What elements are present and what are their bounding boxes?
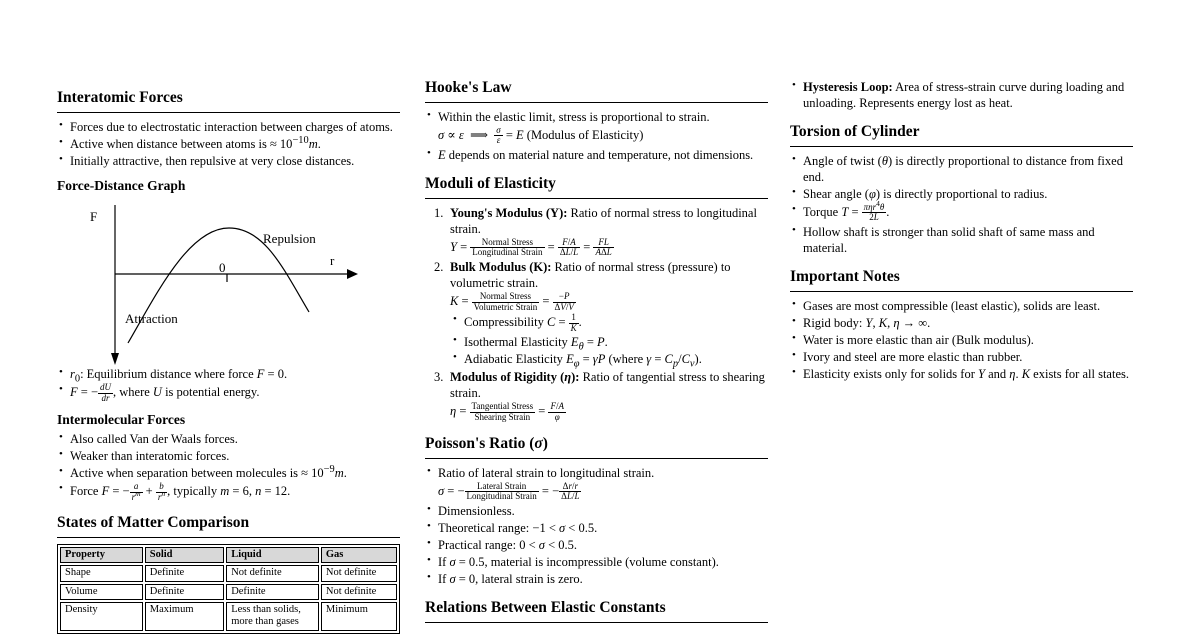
bullet-item: • Within the elastic limit, stress is proportional to strain. σ ∝ ε ⟹ $\frac{\sigma}{\varepsilon}$ = E (Modulus of Elasticity)	[425, 109, 768, 146]
y-axis-arrow	[111, 353, 119, 365]
torsion-bullet-list	[790, 153, 1133, 256]
x-axis-arrow	[347, 269, 358, 279]
hooke-bullet-list	[425, 109, 768, 163]
bullet-item: • Also called Van der Waals forces.	[57, 431, 400, 447]
bullet-item: • Forces due to electrostatic interaction between charges of atoms.	[57, 119, 400, 135]
cell: Volume	[60, 584, 143, 600]
bullet-item: • Initially attractive, then repulsive at very close distances.	[57, 153, 400, 169]
cell: Not definite	[321, 565, 397, 581]
section-heading-important-notes: Important Notes	[790, 267, 1133, 292]
col-header-solid: Solid	[145, 547, 224, 563]
cell: Definite	[226, 584, 319, 600]
section-heading-torsion-of-cylinder: Torsion of Cylinder	[790, 122, 1133, 147]
bulk-modulus-sub-list	[451, 312, 768, 370]
bullet-item: • Torque T = πηr$^4$θ 2L .	[790, 203, 1133, 223]
force-distance-graph	[57, 197, 400, 365]
bullet-item: • Ivory and steel are more elastic than rubber.	[790, 349, 1133, 365]
right-column	[790, 78, 1133, 383]
table-row	[60, 565, 397, 581]
item-content	[450, 259, 768, 368]
item-number: 3.	[434, 370, 444, 385]
col-header-gas: Gas	[321, 547, 397, 563]
intermolecular-bullet-list	[57, 431, 400, 502]
bullet-item: • Theoretical range: −1 < σ < 0.5.	[425, 520, 768, 536]
cell: Maximum	[145, 602, 224, 631]
section-heading-interatomic-forces: Interatomic Forces	[57, 88, 400, 113]
bullet-item: • Compressibility C = $\frac{1}{K}$ .	[451, 313, 768, 333]
item-content: Young's Modulus (Y): Ratio of normal stress to longitudinal strain. Y = Normal Stress Longitudinal Strain = $\frac{F/A}{\Delta L/L}$ = FL AΔL	[450, 205, 757, 257]
force-graph-bullet-list	[57, 366, 400, 403]
cell: Less than solids, more than gases	[226, 602, 319, 631]
bullet-item: • Force F = − $\frac{a}{r^m}$ + $\frac{b}{r^n}$ , typically m = 6, n = 12.	[57, 482, 400, 502]
bullet-item: • Adiabatic Elasticity $E_\varphi = \gamma P$ (where $\gamma = C_p/C_v$).	[451, 351, 768, 367]
bullet-item: • Hollow shaft is stronger than solid shaft of same mass and material.	[790, 224, 1133, 256]
numbered-item	[425, 259, 768, 368]
col-header-liquid: Liquid	[226, 547, 319, 563]
bullet-item: • Weaker than interatomic forces.	[57, 448, 400, 464]
bullet-item: • Dimensionless.	[425, 503, 768, 519]
bullet-item: • Gases are most compressible (least elastic), solids are least.	[790, 298, 1133, 314]
bullet-item: • Active when distance between atoms is ≈ $10^{-10}m$.	[57, 136, 400, 152]
attraction-label: Attraction	[125, 311, 178, 327]
cell: Not definite	[226, 565, 319, 581]
cell: Shape	[60, 565, 143, 581]
section-heading-states-of-matter: States of Matter Comparison	[57, 513, 400, 538]
bullet-item: • Elasticity exists only for solids for Y and η. K exists for all states.	[790, 366, 1133, 382]
notes-bullet-list	[790, 298, 1133, 382]
numbered-item	[425, 369, 768, 423]
bullet-item: • Active when separation between molecules is ≈ $10^{-9}m$.	[57, 465, 400, 481]
table-row	[60, 584, 397, 600]
section-heading-relations-elastic-constants: Relations Between Elastic Constants	[425, 598, 768, 623]
bullet-item: • Shear angle (φ) is directly proportional to radius.	[790, 186, 1133, 202]
bullet-item: • E depends on material nature and temperature, not dimensions.	[425, 147, 768, 163]
item-text: Bulk Modulus (K): Ratio of normal stress (pressure) to volumetric strain. K = Normal Stress Volumetric Strain = $\frac{-P}{\Delta V/V}$	[450, 260, 731, 312]
interatomic-bullet-list	[57, 119, 400, 169]
bullet-item: • Isothermal Elasticity $E_\theta = P$.	[451, 334, 768, 350]
bullet-item: • Ratio of lateral strain to longitudinal strain. σ = − Lateral Strain Longitudinal Strain = − $\frac{\Delta r/r}{\Delta L/L}$	[425, 465, 768, 502]
states-of-matter-table	[57, 544, 400, 634]
bullet-item: • If σ = 0, lateral strain is zero.	[425, 571, 768, 587]
numbered-item	[425, 205, 768, 259]
item-number: 1.	[434, 205, 444, 220]
hysteresis-bullet-list	[790, 79, 1133, 111]
table-row	[60, 602, 397, 631]
section-heading-poissons-ratio: Poisson's Ratio (σ)	[425, 434, 768, 459]
cell: Density	[60, 602, 143, 631]
bullet-item: • Angle of twist (θ) is directly proportional to distance from fixed end.	[790, 153, 1133, 185]
cell: Minimum	[321, 602, 397, 631]
section-heading-hookes-law: Hooke's Law	[425, 78, 768, 103]
repulsion-label: Repulsion	[263, 231, 316, 247]
bullet-item: • F = − $\frac{dU}{dr}$ , where U is potential energy.	[57, 383, 400, 403]
subheading-force-distance-graph: Force-Distance Graph	[57, 177, 186, 193]
bullet-item: • Practical range: 0 < σ < 0.5.	[425, 537, 768, 553]
cell: Definite	[145, 565, 224, 581]
subheading-intermolecular-forces: Intermolecular Forces	[57, 411, 186, 427]
item-number: 2.	[434, 260, 444, 275]
bullet-item: • Rigid body: Y, K, η → ∞.	[790, 315, 1133, 331]
poisson-bullet-list	[425, 465, 768, 587]
bullet-item: • If σ = 0.5, material is incompressible (volume constant).	[425, 554, 768, 570]
section-heading-moduli-of-elasticity: Moduli of Elasticity	[425, 174, 768, 199]
left-column	[57, 88, 400, 634]
middle-column	[425, 78, 768, 629]
item-content: Modulus of Rigidity (η): Ratio of tangential stress to shearing strain. η = Tangential Stress Shearing Strain = $\frac{F/A}{\varphi}$	[450, 370, 765, 422]
col-header-property: Property	[60, 547, 143, 563]
table-header-row	[60, 547, 397, 563]
x-axis-label: r	[330, 253, 335, 269]
bullet-item: • Hysteresis Loop: Area of stress-strain curve during loading and unloading. Represents energy lost as heat.	[790, 79, 1133, 111]
cell: Definite	[145, 584, 224, 600]
origin-label: 0	[219, 260, 226, 276]
bullet-item: • $r_0$: Equilibrium distance where force F = 0.	[57, 366, 400, 382]
moduli-numbered-list	[425, 205, 768, 424]
y-axis-label: F	[90, 209, 98, 225]
cell: Not definite	[321, 584, 397, 600]
bullet-item: • Water is more elastic than air (Bulk modulus).	[790, 332, 1133, 348]
